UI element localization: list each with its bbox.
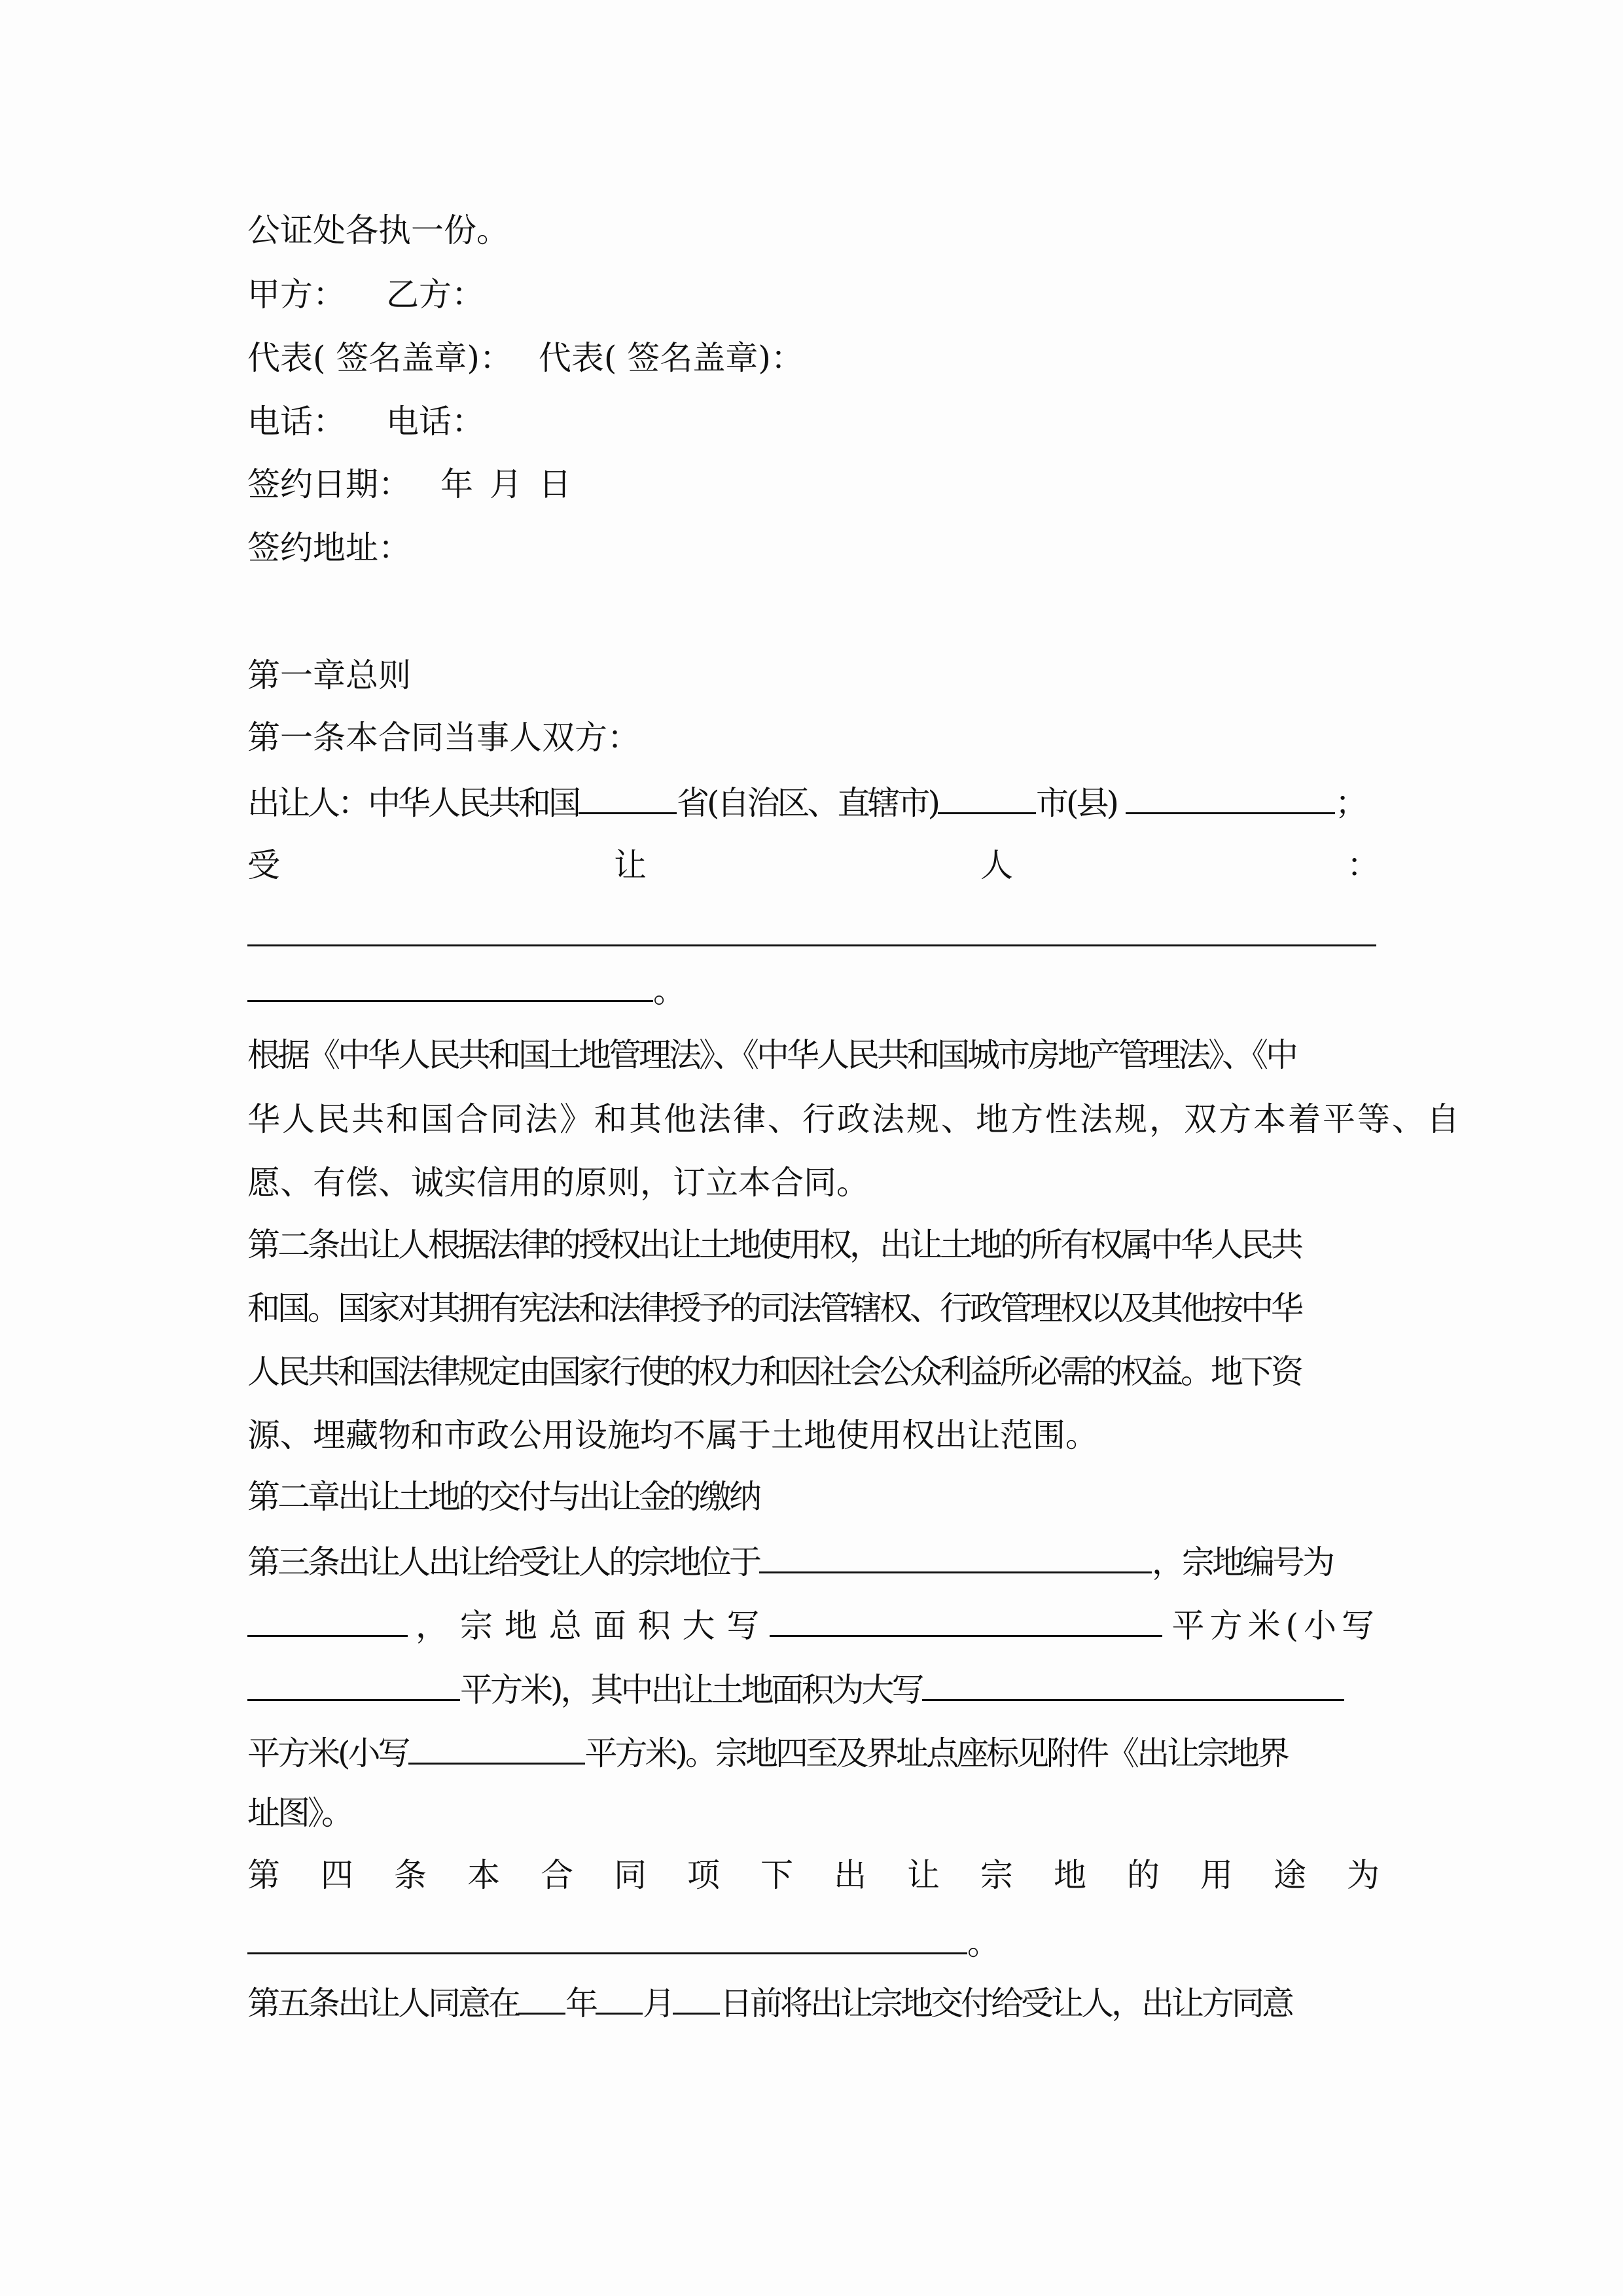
article-3-char: 地 xyxy=(504,1607,537,1645)
article-5-year: 年 xyxy=(565,1984,596,2022)
article-3-char: 面 xyxy=(593,1607,626,1645)
article-2-text: 第二条出让人根据法律的授权出让土地使用权，出让土地的所有权属中华人民共 xyxy=(247,1226,1301,1264)
grantor-prefix: 出让人：中华人民共和国 xyxy=(247,784,579,822)
rep-b-label: 代表( 签名盖章)： xyxy=(538,339,804,377)
article-4-char: 途 xyxy=(1274,1856,1306,1894)
article-4-char: 合 xyxy=(541,1856,573,1894)
grantee-name-blank[interactable] xyxy=(247,944,1376,946)
article-2-line-1 xyxy=(247,1225,1380,1265)
article-4-char: 地 xyxy=(1054,1856,1086,1894)
chapter-1-title xyxy=(247,656,1380,695)
article-4-char: 第 xyxy=(247,1856,280,1894)
total-area-words-blank[interactable] xyxy=(770,1604,1162,1637)
article-4-char: 四 xyxy=(321,1856,353,1894)
closing-text: 公证处各执一份。 xyxy=(247,211,509,249)
article-3-text: ，宗地编号为 xyxy=(1152,1543,1332,1581)
phone-line xyxy=(247,402,1380,441)
article-3-text: 第三条出让人出让给受让人的宗地位于 xyxy=(247,1543,759,1581)
article-2-text: 人民共和国法律规定由国家行使的权力和因社会公众利益所必需的权益。地下资 xyxy=(247,1353,1301,1391)
article-4-end: 。 xyxy=(967,1924,1000,1962)
article-3-char: 积 xyxy=(637,1607,671,1645)
article-3-text: 平方米)。宗地四至及界址点座标见附件《出让宗地界 xyxy=(584,1734,1288,1772)
sign-address-label: 签约地址： xyxy=(247,529,411,567)
sign-date-month: 月 xyxy=(490,465,522,503)
parcel-location-blank[interactable] xyxy=(759,1540,1152,1573)
article-3-char: 写 xyxy=(726,1607,760,1645)
article-4-char: 让 xyxy=(907,1856,940,1894)
sign-date-line xyxy=(247,465,1380,504)
grantor-city-text: 市(县) xyxy=(1036,784,1117,822)
article-3-char: 大 xyxy=(682,1607,715,1645)
basis-text: 愿、有偿、诚实信用的原则，订立本合同。 xyxy=(247,1164,869,1202)
representatives-line xyxy=(247,338,1380,378)
article-3-char: ， xyxy=(416,1607,448,1645)
province-blank[interactable] xyxy=(579,781,677,814)
county-blank[interactable] xyxy=(1126,781,1335,814)
article-3-text: 平方米(小写 xyxy=(247,1734,408,1772)
sign-date-day: 日 xyxy=(539,465,571,503)
article-2-line-4 xyxy=(247,1416,1380,1455)
article-5-text: 第五条出让人同意在 xyxy=(247,1984,518,2022)
article-3-text: 平方米(小写 xyxy=(1171,1607,1380,1645)
grantee-line xyxy=(247,846,1380,885)
phone-b-label: 电话： xyxy=(386,403,484,440)
article-3-char: 总 xyxy=(548,1607,582,1645)
article-4-char: 项 xyxy=(687,1856,720,1894)
party-b-label: 乙方： xyxy=(386,276,484,314)
grantee-char: 人 xyxy=(980,846,1013,884)
grantee-blank-end-line xyxy=(247,969,1380,1008)
delivery-year-blank[interactable] xyxy=(518,1981,565,2015)
sign-date-label: 签约日期： xyxy=(247,465,411,503)
basis-text: 根据《中华人民共和国土地管理法》、《中华人民共和国城市房地产管理法》、《中 xyxy=(247,1036,1296,1074)
basis-line-3 xyxy=(247,1163,1380,1202)
article-1-heading xyxy=(247,718,1380,757)
sign-date-year: 年 xyxy=(440,465,473,503)
delivery-day-blank[interactable] xyxy=(673,1981,720,2015)
article-3-line-1 xyxy=(247,1540,1380,1579)
granted-area-number-blank[interactable] xyxy=(408,1731,585,1765)
party-a-label: 甲方： xyxy=(247,276,346,314)
article-4-char: 条 xyxy=(394,1856,427,1894)
grantee-name-blank-2[interactable] xyxy=(247,969,653,1002)
article-3-char: 宗 xyxy=(459,1607,493,1645)
city-blank[interactable] xyxy=(938,781,1036,814)
article-4-char: 为 xyxy=(1347,1856,1380,1894)
granted-area-words-blank[interactable] xyxy=(922,1668,1344,1701)
article-5-text: 日前将出让宗地交付给受让人，出让方同意 xyxy=(720,1984,1292,2022)
article-5-month: 月 xyxy=(643,1984,673,2022)
article-3-line-3 xyxy=(247,1668,1380,1707)
article-3-line-2 xyxy=(247,1604,1380,1643)
article-4-line-2 xyxy=(247,1921,1380,1960)
chapter-2-title-text: 第二章出让土地的交付与出让金的缴纳 xyxy=(247,1478,759,1516)
article-1-heading-text: 第一条本合同当事人双方： xyxy=(247,719,640,757)
article-5-line-1 xyxy=(247,1981,1380,2020)
basis-line-1 xyxy=(247,1035,1380,1075)
article-4-char: 下 xyxy=(760,1856,793,1894)
parcel-number-blank[interactable] xyxy=(247,1604,408,1637)
article-3-text: 平方米)，其中出让土地面积为大写 xyxy=(460,1671,922,1709)
article-4-char: 的 xyxy=(1127,1856,1160,1894)
grantee-char: 受 xyxy=(247,846,280,884)
basis-text: 华人民共和国合同法》和其他法律、行政法规、地方性法规，双方本着平等、自 xyxy=(247,1100,1461,1138)
article-4-char: 出 xyxy=(834,1856,866,1894)
total-area-number-blank[interactable] xyxy=(247,1668,460,1701)
chapter-1-title-text: 第一章总则 xyxy=(247,656,411,694)
article-4-char: 同 xyxy=(614,1856,647,1894)
land-use-blank[interactable] xyxy=(247,1921,967,1954)
article-3-line-5 xyxy=(247,1793,1380,1833)
phone-a-label: 电话： xyxy=(247,403,346,440)
article-2-line-3 xyxy=(247,1352,1380,1391)
rep-a-label: 代表( 签名盖章)： xyxy=(247,339,512,377)
grantor-province-text: 省(自治区、直辖市) xyxy=(677,784,938,822)
chapter-2-title xyxy=(247,1477,1380,1516)
article-2-text: 源、埋藏物和市政公用设施均不属于土地使用权出让范围。 xyxy=(247,1416,1098,1454)
article-4-char: 用 xyxy=(1200,1856,1233,1894)
grantee-end: 。 xyxy=(653,972,686,1010)
grantor-line xyxy=(247,781,1380,820)
parties-line xyxy=(247,275,1380,314)
article-3-text: 址图》。 xyxy=(247,1794,351,1832)
article-3-line-4 xyxy=(247,1731,1380,1770)
grantee-char: ： xyxy=(1347,846,1380,884)
closing-line xyxy=(247,211,1380,250)
article-4-char: 宗 xyxy=(980,1856,1013,1894)
article-4-line-1 xyxy=(247,1856,1380,1895)
grantor-end: ； xyxy=(1335,784,1366,822)
article-2-line-2 xyxy=(247,1289,1380,1328)
grantee-char: 让 xyxy=(614,846,647,884)
basis-line-2 xyxy=(247,1100,1461,1139)
sign-address-line xyxy=(247,528,1380,567)
article-4-char: 本 xyxy=(467,1856,500,1894)
delivery-month-blank[interactable] xyxy=(596,1981,643,2015)
article-2-text: 和国。国家对其拥有宪法和法律授予的司法管辖权、行政管理权以及其他按中华 xyxy=(247,1289,1301,1327)
